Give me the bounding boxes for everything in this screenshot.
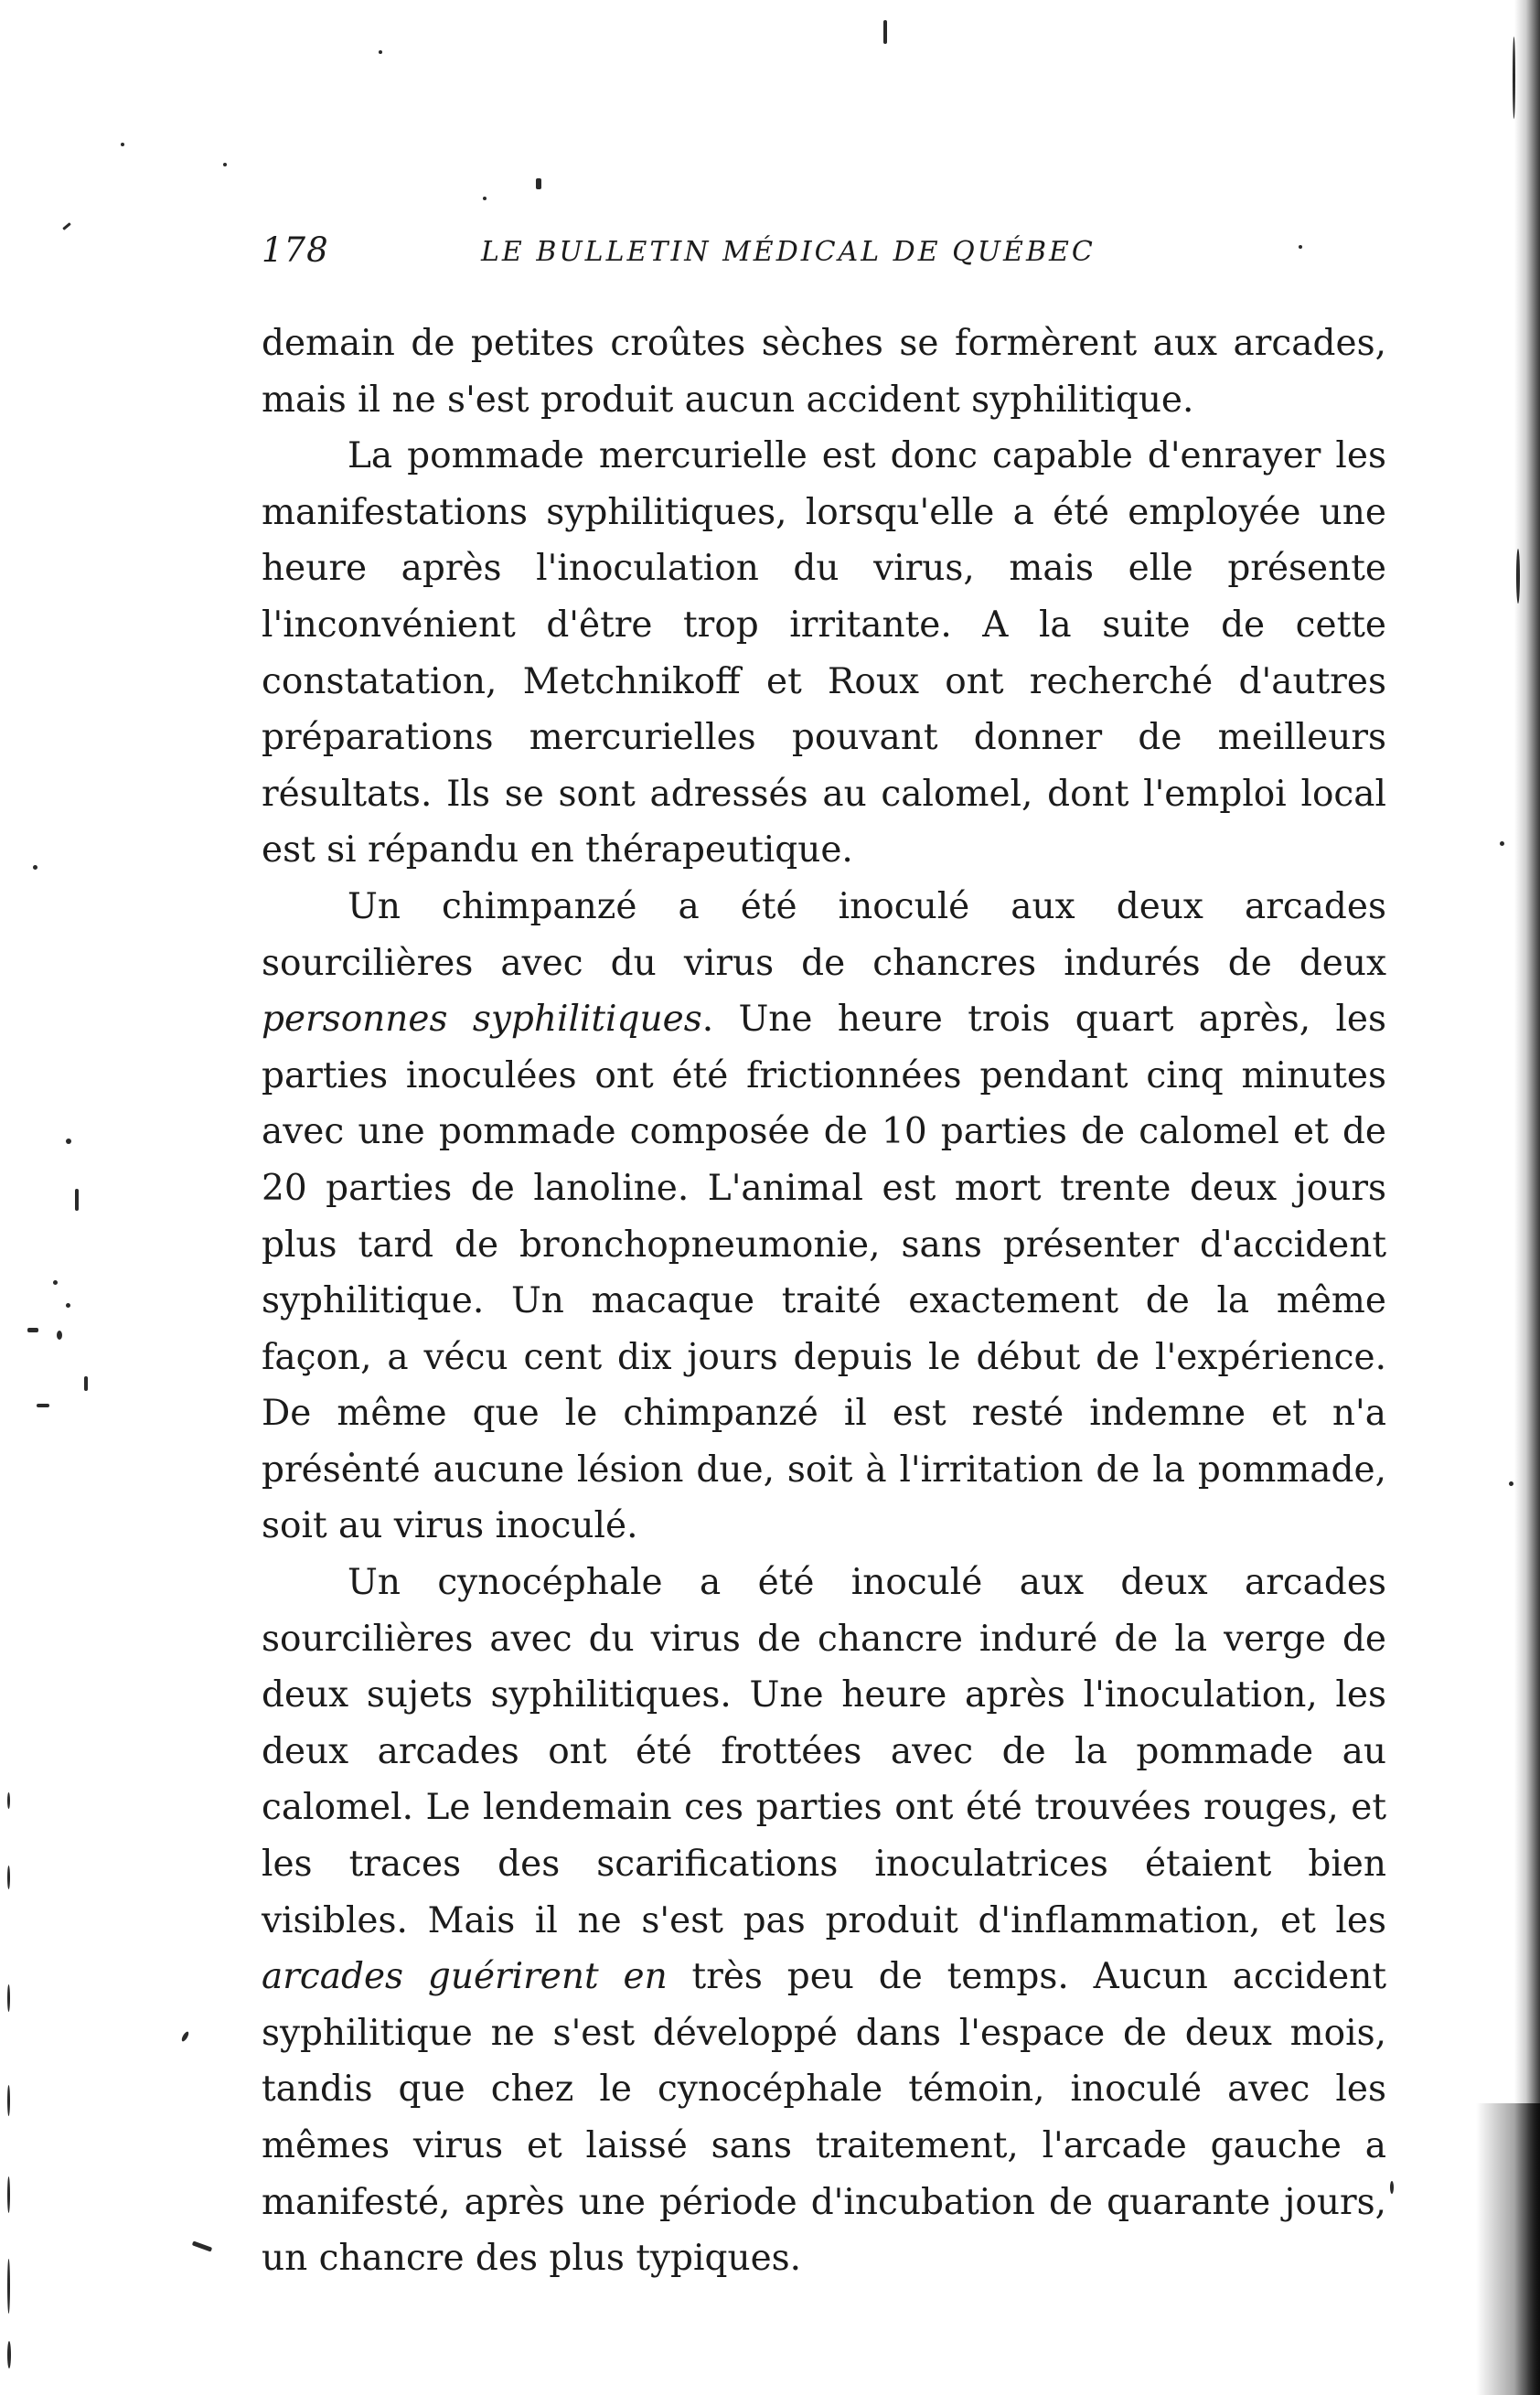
scan-speck — [121, 143, 124, 146]
scan-speck — [66, 1303, 70, 1308]
paragraph-pommade-mercurielle — [262, 428, 1386, 879]
scan-speck — [7, 2176, 10, 2213]
scan-speck — [1509, 1481, 1513, 1486]
scan-speck — [180, 2031, 189, 2043]
scan-speck — [27, 1328, 38, 1332]
paragraph-emphasis: personnes syphilitiques — [262, 999, 702, 1041]
scan-speck — [7, 2085, 10, 2116]
paragraph-text: demain de petites croûtes sèches se formèrent aux arcades, mais il ne s'est produit aucun accident syphilitique. — [262, 323, 1386, 421]
running-head: LE BULLETIN MÉDICAL DE QUÉBEC — [481, 236, 1096, 268]
scan-speck — [379, 50, 382, 54]
scan-speck — [57, 1331, 62, 1340]
paragraph-text: La pommade mercurielle est donc capable d'enrayer les manifestations syphilitiques, lorsqu'elle a été employée une heure après l'inoculation du virus, mais elle présente l'inconvénient d'être trop irritante. A la suite de cette constatation, Metchnikoff et Roux ont recherché d'autres préparations mercurielles pouvant donner de meilleurs résultats. Ils se sont adressés au calomel, dont l'emploi local est si répandu en thérapeutique. — [262, 435, 1386, 871]
scan-speck — [192, 2240, 212, 2251]
paragraph-text-end: . Une heure trois quart après, les parties inoculées ont été frictionnées pendant cinq minutes avec une pommade composée de 10 parties de calomel et de 20 parties de lanoline. L'animal est mort trente deux jours plus tard de bronchopneumonie, sans présenter d'accident syphilitique. Un macaque traité exactement de la même façon, a vécu cent dix jours depuis le début de l'expérience. De même que le chimpanzé il est resté indemne et n'a présenté aucune lésion due, soit à l'irritation de la pommade, soit au virus inoculé. — [262, 999, 1387, 1547]
paragraph-text-start: Un cynocéphale a été inoculé aux deux arcades sourcilières avec du virus de chancre induré de la verge de deux sujets syphilitiques. Une heure après l'inoculation, les deux arcades ont été frottées avec de la pommade au calomel. Le lendemain ces parties ont été trouvées rouges, et les traces des scarifications inoculatrices étaient bien visibles. Mais il ne s'est pas produit d'inflammation, et les — [262, 1562, 1386, 1941]
scan-speck — [66, 1139, 71, 1144]
page-number: 178 — [262, 230, 329, 270]
scan-speck — [7, 2341, 11, 2368]
paragraph-chimpanze — [262, 879, 1386, 1555]
scan-speck — [1516, 549, 1520, 604]
scan-edge-shadow — [1514, 0, 1540, 2395]
scan-speck — [223, 163, 227, 166]
scan-speck — [536, 178, 541, 189]
paragraph-text-start: Un chimpanzé a été inoculé aux deux arcades sourcilières avec du virus de chancres indurés de deux — [262, 885, 1386, 984]
scan-edge-shadow-bottom — [1476, 2103, 1540, 2395]
scan-speck — [84, 1376, 88, 1391]
paragraph-continuation — [262, 315, 1386, 428]
scan-speck — [1390, 2181, 1394, 2194]
scan-speck — [883, 20, 887, 44]
scan-speck — [37, 1404, 49, 1407]
scan-speck — [62, 222, 71, 230]
scan-speck — [1513, 37, 1515, 119]
scan-speck — [53, 1280, 58, 1285]
paragraph-cynocephale — [262, 1555, 1386, 2287]
paragraph-emphasis: arcades guérirent en — [262, 1956, 668, 1998]
scan-speck — [7, 2259, 10, 2314]
paragraph-text-end: très peu de temps. Aucun accident syphilitique ne s'est développé dans l'espace de deux mois, tandis que chez le cynocéphale témoin, inoculé avec les mêmes virus et laissé sans traitement, l'arcade gauche a manifesté, après une période d'incubation de quarante jours, un chancre des plus typiques. — [262, 1956, 1386, 2280]
scan-speck — [75, 1189, 79, 1211]
scan-speck — [7, 1866, 10, 1889]
scan-speck — [7, 1792, 10, 1809]
page-header — [262, 230, 1386, 285]
body-text — [262, 315, 1386, 2287]
scan-speck — [33, 865, 37, 870]
scan-speck — [7, 1984, 10, 2012]
scan-speck — [483, 197, 487, 200]
scan-speck — [1500, 841, 1504, 846]
